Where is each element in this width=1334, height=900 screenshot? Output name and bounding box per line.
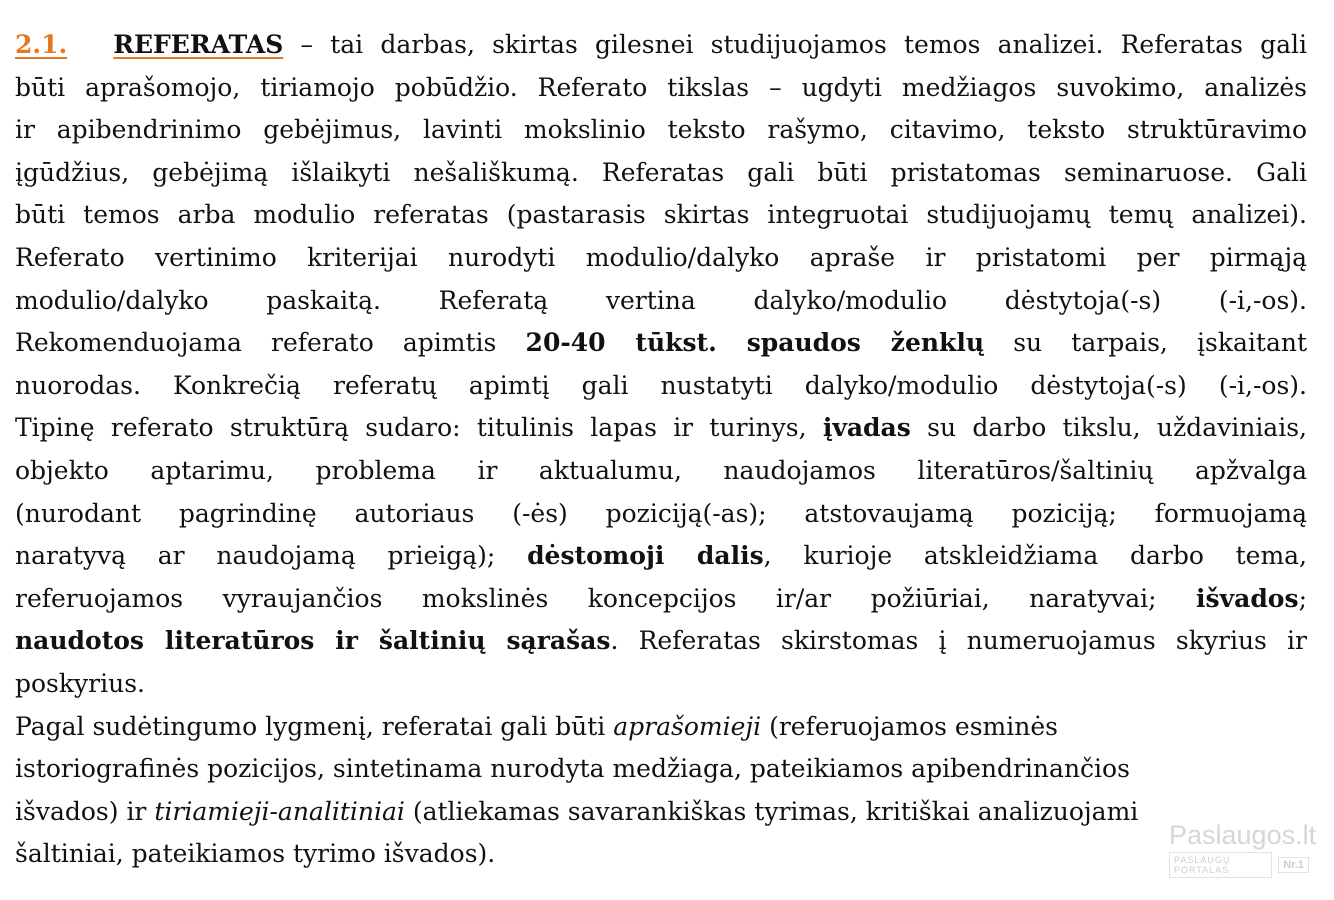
italic-tiriamieji-text: tiriamieji-analitiniai bbox=[154, 796, 405, 826]
paragraph-referatas-definition bbox=[15, 24, 1307, 706]
text-segment: Tipinę referato struktūrą sudaro: titulinis lapas ir turinys, bbox=[15, 413, 823, 443]
document-body bbox=[15, 24, 1307, 876]
text-line bbox=[15, 578, 1307, 621]
watermark-logo-text: Paslaugos.lt bbox=[1169, 820, 1317, 850]
text-line: šaltiniai, pateikiamos tyrimo išvados). bbox=[15, 839, 496, 869]
bold-isvados-text: išvados bbox=[1196, 583, 1299, 613]
section-number: 2.1. bbox=[15, 30, 68, 59]
watermark-logo bbox=[1169, 820, 1317, 878]
text-line: (nurodant pagrindinę autoriaus (-ės) poziciją(-as); atstovaujamą poziciją; formuojamą bbox=[15, 498, 1307, 528]
text-line bbox=[15, 620, 1307, 663]
section-title: REFERATAS bbox=[113, 30, 284, 59]
text-line bbox=[15, 706, 1307, 749]
text-line: nuorodas. Konkrečią referatų apimtį gali nustatyti dalyko/modulio dėstytoja(-s) (-i,-os). bbox=[15, 370, 1307, 400]
text-segment: (atliekamas savarankiškas tyrimas, kritiškai analizuojami bbox=[404, 796, 1139, 826]
paragraph-referatas-types bbox=[15, 706, 1307, 876]
bold-volume-text: 20-40 tūkst. spaudos ženklų bbox=[525, 328, 985, 358]
text-segment: – tai darbas, skirtas gilesnei studijuojamos temos analizei. Referatas gali bbox=[283, 30, 1307, 59]
text-line bbox=[15, 24, 1307, 67]
text-segment: (referuojamos esminės bbox=[761, 711, 1058, 741]
text-line: modulio/dalyko paskaitą. Referatą vertina dalyko/modulio dėstytoja(-s) (-i,-os). bbox=[15, 285, 1307, 315]
text-line: poskyrius. bbox=[15, 668, 145, 698]
text-segment: Pagal sudėtingumo lygmenį, referatai gali būti bbox=[15, 711, 614, 741]
text-line: ir apibendrinimo gebėjimus, lavinti mokslinio teksto rašymo, citavimo, teksto struktūravimo bbox=[15, 115, 1307, 145]
text-line bbox=[15, 791, 1307, 834]
text-segment: , kurioje atskleidžiama darbo tema, bbox=[763, 541, 1307, 571]
text-segment: . Referatas skirstomas į numeruojamus skyrius ir bbox=[610, 626, 1307, 656]
text-segment: ; bbox=[1298, 583, 1307, 613]
text-segment: išvados) ir bbox=[15, 796, 155, 826]
italic-aprasomieji-text: aprašomieji bbox=[613, 711, 762, 741]
text-segment: Rekomenduojama referato apimtis bbox=[15, 328, 526, 358]
text-segment: su darbo tikslu, uždaviniais, bbox=[910, 413, 1307, 443]
watermark-footer bbox=[1169, 852, 1311, 878]
text-line: būti temos arba modulio referatas (pastarasis skirtas integruotai studijuojamų temų analizei). bbox=[15, 200, 1307, 230]
text-line bbox=[15, 322, 1307, 365]
text-line: istoriografinės pozicijos, sintetinama nurodyta medžiaga, pateikiamos apibendrinančios bbox=[15, 754, 1130, 784]
text-line: įgūdžius, gebėjimą išlaikyti nešališkumą. Referatas gali būti pristatomas seminaruose. Gali bbox=[15, 157, 1307, 187]
text-line: Referato vertinimo kriterijai nurodyti modulio/dalyko apraše ir pristatomi per pirmąją bbox=[15, 242, 1307, 272]
text-segment: su tarpais, įskaitant bbox=[984, 328, 1307, 358]
bold-destomoji-dalis-text: dėstomoji dalis bbox=[527, 541, 764, 571]
text-line: būti aprašomojo, tiriamojo pobūdžio. Referato tikslas – ugdyti medžiagos suvokimo, analizės bbox=[15, 72, 1307, 102]
watermark-subtitle: PASLAUGŲ PORTALAS bbox=[1169, 852, 1272, 878]
text-segment: naratyvą ar naudojamą prieigą); bbox=[15, 541, 528, 571]
watermark-badge: Nr.1 bbox=[1278, 857, 1309, 873]
bold-ivadas-text: įvadas bbox=[822, 413, 911, 443]
text-line bbox=[15, 407, 1307, 450]
bold-sources-list-text: naudotos literatūros ir šaltinių sąrašas bbox=[15, 626, 611, 656]
text-segment: referuojamos vyraujančios mokslinės koncepcijos ir/ar požiūriai, naratyvai; bbox=[15, 583, 1197, 613]
text-line bbox=[15, 535, 1307, 578]
text-line: objekto aptarimu, problema ir aktualumu, naudojamos literatūros/šaltinių apžvalga bbox=[15, 455, 1307, 485]
